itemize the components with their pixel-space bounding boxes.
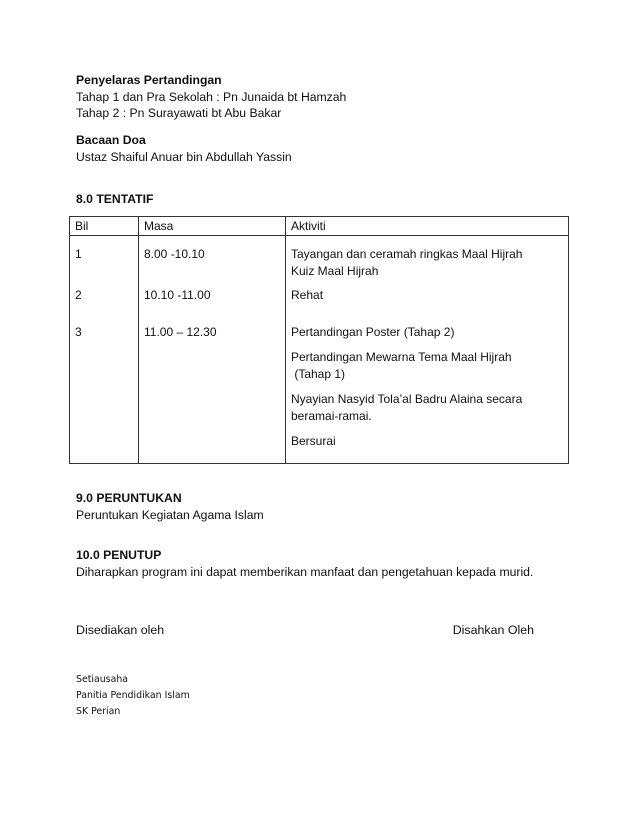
cell-masa: 8.00 -10.10: [139, 236, 286, 283]
cell-aktiviti: Tayangan dan ceramah ringkas Maal Hijrah Kuiz Maal Hijrah: [286, 236, 569, 283]
penutup-line: Diharapkan program ini dapat memberikan manfaat dan pengetahuan kepada murid.: [76, 564, 534, 579]
footer-line: Panitia Pendidikan Islam: [76, 690, 190, 701]
penyelaras-line: Tahap 1 dan Pra Sekolah : Pn Junaida bt Hamzah: [76, 89, 347, 104]
table-row: [70, 236, 569, 283]
penutup-heading: 10.0 PENUTUP: [76, 548, 162, 562]
penyelaras-section: [76, 72, 346, 122]
cell-bil: 3: [70, 306, 139, 464]
bacaan-doa-line: Ustaz Shaiful Anuar bin Abdullah Yassin: [76, 149, 292, 164]
column-header-aktiviti: Aktiviti: [286, 217, 569, 236]
table-row: [70, 306, 569, 464]
penutup-section: [76, 547, 533, 580]
penyelaras-heading: Penyelaras Pertandingan: [76, 73, 222, 87]
cell-masa: 11.00 – 12.30: [139, 306, 286, 464]
cell-aktiviti: Rehat: [286, 282, 569, 305]
disahkan-oleh-label: Disahkan Oleh: [452, 623, 534, 637]
bacaan-doa-heading: Bacaan Doa: [76, 133, 146, 147]
cell-bil: 1: [70, 236, 139, 283]
tentatif-heading: 8.0 TENTATIF: [76, 192, 154, 206]
peruntukan-line: Peruntukan Kegiatan Agama Islam: [76, 507, 264, 522]
peruntukan-section: [76, 490, 264, 523]
cell-bil: 2: [70, 282, 139, 305]
tentatif-table: [69, 216, 569, 464]
column-header-masa: Masa: [139, 217, 286, 236]
table-header-row: [70, 217, 569, 236]
column-header-bil: Bil: [70, 217, 139, 236]
footer-signatory: [76, 672, 190, 720]
cell-aktiviti: Pertandingan Poster (Tahap 2) Pertandingan Mewarna Tema Maal Hijrah (Tahap 1) Nyayian Nasyid Tola’al Badru Alaina secara beramai-ramai. Bersurai: [286, 306, 569, 464]
signature-row: [76, 623, 534, 637]
cell-masa: 10.10 -11.00: [139, 282, 286, 305]
footer-line: SK Perian: [76, 706, 121, 717]
peruntukan-heading: 9.0 PERUNTUKAN: [76, 491, 182, 505]
footer-line: Setiausaha: [76, 674, 129, 685]
penyelaras-line: Tahap 2 : Pn Surayawati bt Abu Bakar: [76, 106, 282, 120]
bacaan-doa-section: [76, 132, 292, 165]
disediakan-oleh-label: Disediakan oleh: [76, 623, 165, 637]
table-row: [70, 282, 569, 305]
